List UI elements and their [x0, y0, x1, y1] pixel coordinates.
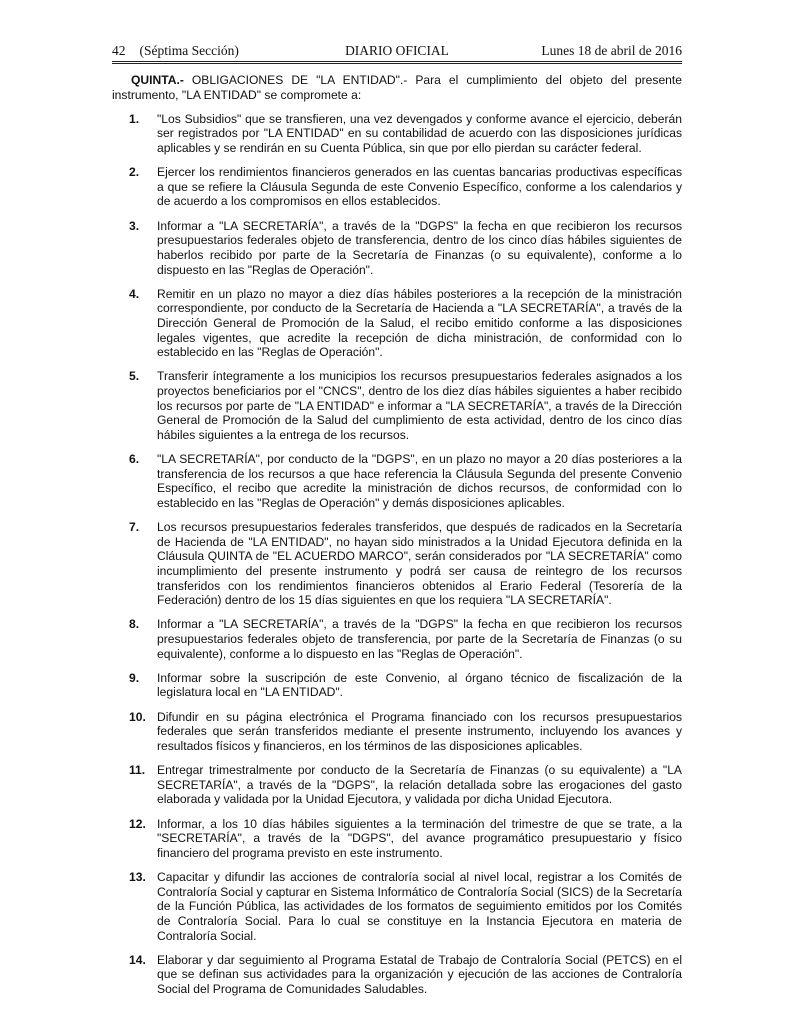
list-item [112, 165, 682, 209]
item-number: 14. [129, 952, 146, 967]
obligations-list [112, 112, 682, 997]
list-item [112, 219, 682, 277]
item-text: "LA SECRETARÍA", por conducto de la "DGPS", en un plazo no mayor a 20 días posteriores a la transferencia de los recursos a que hace referencia la Cláusula Segunda del presente Convenio Específico, el recibo que acredite la ministración de dichos recursos, de conformidad con lo establecido en las "Reglas de Operación" y demás disposiciones aplicables. [157, 452, 682, 510]
item-text: Informar, a los 10 días hábiles siguientes a la terminación del trimestre de que se trate, a la "SECRETARÍA", a través de la "DGPS", del avance programático presupuestario y físico financiero del programa previsto en este instrumento. [157, 816, 682, 860]
item-number: 1. [129, 111, 140, 126]
publication-title: DIARIO OFICIAL [345, 43, 449, 58]
list-item [112, 817, 682, 861]
page-header [112, 42, 682, 60]
item-text: Los recursos presupuestarios federales transferidos, que después de radicados en la Secretaría de Hacienda de "LA ENTIDAD", no hayan sido ministrados a la Unidad Ejecutora definida en la Cláusula QUINTA de "EL ACUERDO MARCO", serán considerados por "LA SECRETARÍA" como incumplimiento del presente instrumento y podrá ser causa de reintegro de los recursos transferidos con los rendimientos financieros obtenidos al Erario Federal (Tesorería de la Federación) dentro de los 15 días siguientes en que los requiera "LA SECRETARÍA". [157, 520, 682, 608]
item-text: Entregar trimestralmente por conducto de la Secretaría de Finanzas (o su equivalente) a "LA SECRETARÍA", a través de la "DGPS", la relación detallada sobre las erogaciones del gasto elaborada y validada por la Unidad Ejecutora, y validada por dicha Unidad Ejecutora. [157, 763, 682, 807]
item-number: 5. [129, 369, 140, 384]
item-text: Elaborar y dar seguimiento al Programa Estatal de Trabajo de Contraloría Social (PETCS) en el que se definan sus actividades para la organización y ejecución de las acciones de Contraloría Social del Programa de Comunidades Saludables. [157, 952, 682, 996]
item-number: 7. [129, 520, 140, 535]
item-number: 12. [129, 816, 146, 831]
list-item [112, 287, 682, 360]
list-item [112, 617, 682, 661]
list-item [112, 671, 682, 700]
item-number: 4. [129, 286, 140, 301]
item-text: Informar a "LA SECRETARÍA", a través de la "DGPS" la fecha en que recibieron los recursos presupuestarios federales objeto de transferencia, por parte de la Secretaría de Finanzas (o su equivalente), conforme a lo dispuesto en las "Reglas de Operación". [157, 617, 682, 661]
publication-date: Lunes 18 de abril de 2016 [541, 43, 682, 58]
document-body [112, 73, 682, 1006]
list-item [112, 953, 682, 997]
item-number: 8. [129, 617, 140, 632]
list-item [112, 763, 682, 807]
item-number: 9. [129, 670, 140, 685]
clause-intro-text: OBLIGACIONES DE "LA ENTIDAD".- Para el cumplimiento del objeto del presente instrumento, "LA ENTIDAD" se compromete a: [112, 73, 682, 102]
item-number: 3. [129, 218, 140, 233]
list-item [112, 452, 682, 510]
item-number: 2. [129, 165, 140, 180]
item-text: Transferir íntegramente a los municipios los recursos presupuestarios federales asignados a los proyectos beneficiarios por el "CNCS", dentro de los diez días hábiles siguientes a haber recibido los recursos por parte de "LA ENTIDAD" e informar a "LA SECRETARÍA", a través de la Dirección General de Promoción de la Salud del cumplimiento de esta actividad, dentro de los cinco días hábiles siguientes a la entrega de los recursos. [157, 369, 682, 442]
list-item [112, 112, 682, 156]
list-item [112, 870, 682, 943]
item-text: Informar sobre la suscripción de este Convenio, al órgano técnico de fiscalización de la legislatura local en "LA ENTIDAD". [157, 670, 682, 700]
item-number: 10. [129, 709, 146, 724]
section-label: (Séptima Sección) [139, 43, 239, 58]
item-text: "Los Subsidios" que se transfieren, una vez devengados y conforme avance el ejercicio, deberán ser registrados por "LA ENTIDAD" en su contabilidad de acuerdo con las disposiciones jurídicas aplicables y se rendirán en su Cuenta Pública, sin que por ello pierdan su carácter federal. [157, 111, 682, 155]
item-number: 11. [129, 763, 146, 778]
item-text: Capacitar y difundir las acciones de contraloría social al nivel local, registrar a los Comités de Contraloría Social y capturar en Sistema Informático de Contraloría Social (SICS) de la Secretaría de la Función Pública, las actividades de los formatos de seguimiento emitidos por los Comités de Contraloría Social. Para lo cual se constituye en la Instancia Ejecutora en materia de Contraloría Social. [157, 870, 682, 943]
list-item [112, 520, 682, 608]
page-number: 42 [112, 43, 126, 58]
list-item [112, 369, 682, 442]
list-item [112, 710, 682, 754]
item-text: Remitir en un plazo no mayor a diez días hábiles posteriores a la recepción de la ministración correspondiente, por conducto de la Secretaría de Hacienda a "LA SECRETARÍA", a través de la Dirección General de Promoción de la Salud, el recibo emitido conforme a las disposiciones legales vigentes, que acredite la recepción de dicha ministración, de conformidad con lo establecido en las "Reglas de Operación". [157, 286, 682, 360]
item-text: Difundir en su página electrónica el Programa financiado con los recursos presupuestarios federales que serán transferidos mediante el presente instrumento, incluyendo los avances y resultados físicos y financieros, en los términos de las disposiciones aplicables. [157, 709, 682, 753]
clause-intro [112, 73, 682, 102]
item-text: Informar a "LA SECRETARÍA", a través de la "DGPS" la fecha en que recibieron los recursos presupuestarios federales objeto de transferencia, dentro de los cinco días hábiles siguientes de haberlos recibido por parte de la Secretaría de Finanzas (o su equivalente), conforme a lo dispuesto en las "Reglas de Operación". [157, 218, 682, 277]
header-divider [112, 61, 682, 64]
item-number: 13. [129, 870, 146, 885]
item-text: Ejercer los rendimientos financieros generados en las cuentas bancarias productivas específicas a que se refiere la Cláusula Segunda de este Convenio Específico, conforme a los calendarios y de acuerdo a los compromisos en ellos establecidos. [157, 165, 682, 209]
clause-lead: QUINTA.- [131, 73, 184, 87]
item-number: 6. [129, 452, 140, 467]
